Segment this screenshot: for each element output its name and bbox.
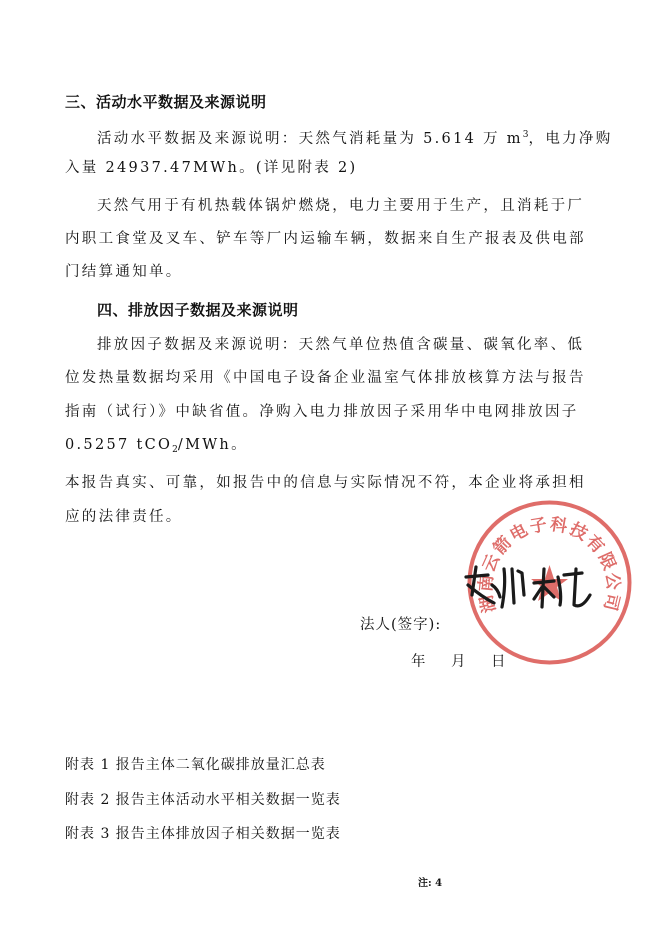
section-4-paragraph-line-3: 指南（试行）》中缺省值。净购入电力排放因子采用华中电网排放因子 [65, 404, 579, 420]
date-day-label: 日 [491, 654, 506, 670]
section-4-paragraph-line-2: 位发热量数据均采用《中国电子设备企业温室气体排放核算方法与报告 [65, 370, 586, 386]
section-4-paragraph-line-4 [65, 437, 248, 458]
date-year-label: 年 [411, 654, 426, 670]
superscript: 3 [522, 130, 529, 140]
section-3-heading: 三、活动水平数据及来源说明 [65, 93, 267, 111]
attachment-3: 附表 3 报告主体排放因子相关数据一览表 [65, 826, 341, 842]
page-footer-note: 注: 4 [418, 878, 443, 889]
declaration-line-2: 应的法律责任。 [65, 509, 183, 525]
section-3-paragraph-1-line-2: 入量 24937.47MWh。(详见附表 2) [65, 160, 358, 176]
legal-representative-signature-label: 法人(签字): [360, 617, 442, 633]
attachment-2: 附表 2 报告主体活动水平相关数据一览表 [65, 792, 341, 808]
declaration-line-1: 本报告真实、可靠，如报告中的信息与实际情况不符，本企业将承担相 [65, 475, 586, 491]
subscript: 2 [172, 445, 178, 455]
section-3-paragraph-2-line-1: 天然气用于有机热载体锅炉燃烧，电力主要用于生产，且消耗于厂 [97, 198, 585, 214]
section-4-heading: 四、排放因子数据及来源说明 [97, 301, 299, 319]
seal-text: 湖南云箭电子科技有限公司 [475, 514, 624, 615]
section-3-paragraph-2-line-2: 内职工食堂及叉车、铲车等厂内运输车辆，数据来自生产报表及供电部 [65, 231, 586, 247]
text-run: 0.5257 tCO [65, 437, 173, 453]
attachment-1: 附表 1 报告主体二氧化碳排放量汇总表 [65, 757, 326, 773]
section-3-paragraph-1-line-1 [97, 127, 613, 147]
section-3-paragraph-2-line-3: 门结算通知单。 [65, 264, 183, 280]
handwritten-signature [458, 555, 608, 615]
text-run: ，电力净购 [528, 131, 613, 147]
date-month-label: 月 [451, 654, 466, 670]
text-run: 活动水平数据及来源说明：天然气消耗量为 5.614 万 m [97, 131, 523, 147]
text-run: /MWh。 [177, 437, 248, 453]
section-4-paragraph-line-1: 排放因子数据及来源说明：天然气单位热值含碳量、碳氧化率、低 [97, 337, 585, 353]
